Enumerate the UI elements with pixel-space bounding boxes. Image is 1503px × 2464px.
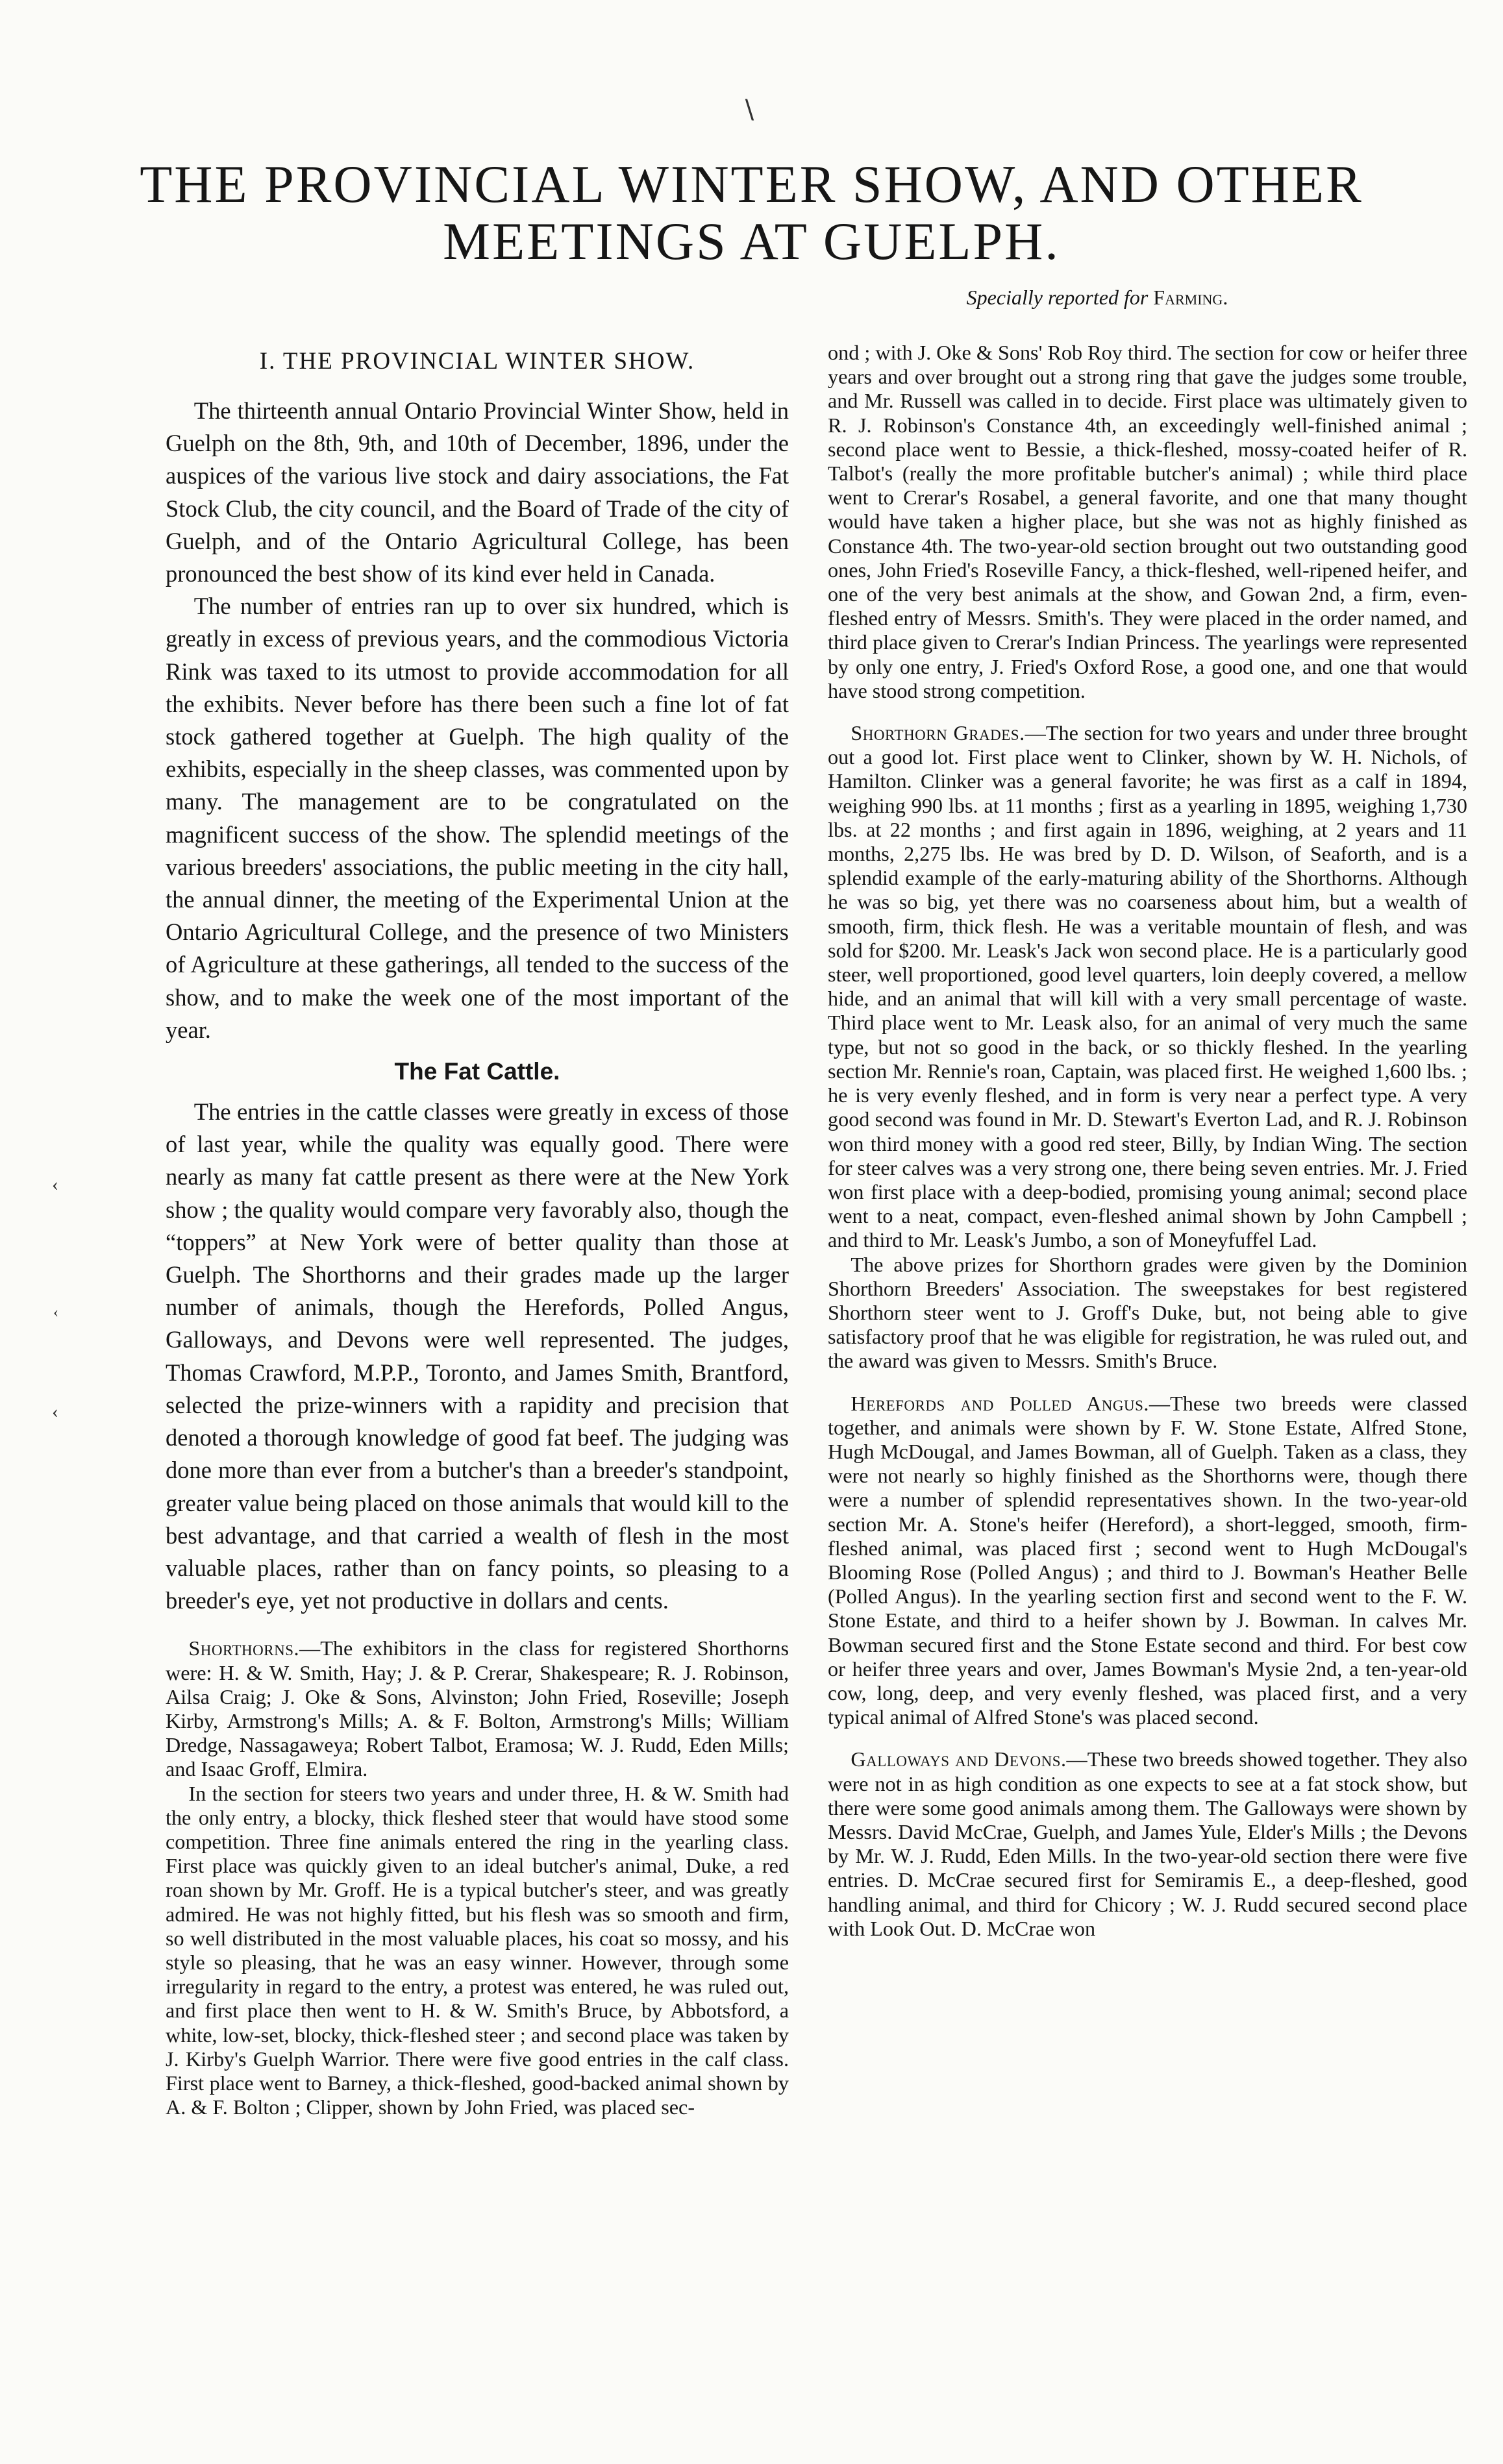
intro-text — [166, 395, 789, 1046]
paragraph: The thirteenth annual Ontario Provincial Winter Show, held in Guelph on the 8th, 9th, and 10th of December, 1896, under the auspices of the various live stock and dairy associations, the Fat Stock Club, the city council, and the Board of Trade of the city of Guelph, and of the Ontario Agricultural College, has been pronounced the best show of its kind ever held in Canada. — [166, 397, 789, 587]
margin-mark-3: ‹ — [52, 1401, 58, 1422]
fat-cattle-heading: The Fat Cattle. — [394, 1058, 560, 1085]
shorthorns-text — [166, 1636, 789, 2119]
margin-mark-1: ‹ — [52, 1174, 58, 1195]
title-line-2: MEETINGS AT GUELPH. — [443, 212, 1060, 271]
paragraph — [828, 1747, 1467, 1941]
paragraph: The entries in the cattle classes were greatly in excess of those of last year, while the quality was equally good. There were nearly as many fat cattle present as there were at the New York show ; the quality would compare very favorably also, though the “toppers” at New York were of better quality than those at Guelph. The Shorthorns and their grades made up the larger number of animals, though the Herefords, Polled Angus, Galloways, and Devons were well represented. The judges, Thomas Crawford, M.P.P., Toronto, and James Smith, Brantford, selected the prize-winners with a rapidity and precision that denoted a thorough knowledge of good fat beef. The judging was done more than ever from a butcher's than a breeder's standpoint, greater value being placed on those animals that would kill to the best advantage, and that carried a wealth of flesh in the most valuable places, rather than on fancy points, so pleasing to a breeder's eye, yet not productive in dollars and cents. — [166, 1098, 789, 1614]
right-column — [828, 341, 1467, 2424]
page-title — [65, 156, 1438, 270]
paragraph-body: —The section for two years and under three brought out a good lot. First place went to Clinker, shown by W. H. Nichols, of Hamilton. Clinker was a general favorite; he was first as a calf in 1894, weighing 990 lbs. at 11 months ; first as a yearling in 1895, weighing 1,730 lbs. at 22 months ; and first again in 1896, weighing, at 2 years and 11 months, 2,275 lbs. He was bred by D. D. Wilson, of Seaforth, and is a splendid example of the early-maturing ability of the Shorthorns. Although he was so big, yet there was no coarseness about him, but a wealth of smooth, firm, thick flesh. He was a veritable mountain of flesh, and was sold for $200. Mr. Leask's Jack won second place. He is a particularly good steer, well proportioned, good level quarters, loin deeply covered, a mellow hide, and an animal that will kill with a very small percentage of waste. Third place went to Mr. Leask also, for an animal of very much the same type, but not so good in the back, or so thickly fleshed. In the yearling section Mr. Rennie's roan, Captain, was placed first. He weighed 1,600 lbs. ; he is very evenly fleshed, and in form is very near a perfect type. A very good second was found in Mr. D. Stewart's Everton Lad, and R. J. Robinson won third money with a good red steer, Billy, by Indian Wing. The section for steer calves was a very strong one, there being seven entries. Mr. J. Fried won first place with a deep-bodied, promising young animal; second place went to a neat, compact, even-fleshed animal shown by John Campbell ; and third to Mr. Leask's Jumbo, a son of Moneyfuffel Lad. — [828, 721, 1467, 1252]
paragraph: ond ; with J. Oke & Sons' Rob Roy third. The section for cow or heifer three years and over brought out a strong ring that gave the judges some trouble, and Mr. Russell was called in to decide. First place was ultimately given to R. J. Robinson's Constance 4th, an exceedingly well-finished animal ; second place went to Bessie, a thick-fleshed, mossy-coated heifer of R. Talbot's (really the more profitable butcher's animal) ; while third place went to Crerar's Rosabel, a general favorite, and one that many thought would have taken a higher place, but she was not as highly finished as Constance 4th. The two-year-old section brought out two outstanding good ones, John Fried's Roseville Fancy, a thick-fleshed, well-ripened heifer, and one of the very best animals at the show, and Gowan 2nd, a firm, even-fleshed entry of Messrs. Smith's. They were placed in the order named, and third place given to Crerar's Indian Princess. The yearlings were represented by only one entry, J. Fried's Oxford Rose, a good one, and one that would have stood strong competition. — [828, 341, 1467, 702]
run-in-heading-herefords: Herefords and Polled Angus. — [851, 1391, 1149, 1415]
section-heading: I. THE PROVINCIAL WINTER SHOW. — [259, 348, 695, 375]
byline-italic: Specially reported for — [966, 286, 1149, 309]
paragraph: In the section for steers two years and under three, H. & W. Smith had the only entry, a blocky, thick fleshed steer that would have stood some competition. Three fine animals entered the ring in the yearling class. First place was quickly given to an ideal butcher's animal, Duke, a red roan shown by Mr. Groff. He is a typical butcher's steer, and was greatly admired. He was not highly fitted, but his flesh was so smooth and firm, so well distributed in the most valuable places, his coat so mossy, and his style so pleasing, that he was an easy winner. However, through some irregularity in regard to the entry, a protest was entered, he was ruled out, and first place then went to H. & W. Smith's Bruce, by Abbotsford, a white, low-set, blocky, thick-fleshed steer ; and second place was taken by J. Kirby's Guelph Warrior. There were five good entries in the calf class. First place went to Barney, a thick-fleshed, good-backed animal shown by A. & F. Bolton ; Clipper, shown by John Fried, was placed sec- — [166, 1781, 789, 2119]
run-in-heading-shorthorns: Shorthorns. — [188, 1636, 300, 1660]
run-in-heading-galloways: Galloways and Devons. — [851, 1747, 1067, 1771]
byline-publication: Farming. — [1153, 286, 1228, 309]
paragraph-body: —These two breeds showed together. They also were not in as high condition as one expects to see at a fat stock show, but there were some good animals among them. The Galloways were shown by Messrs. David McCrae, Guelph, and James Yule, Elder's Mills ; the Devons by Mr. W. J. Rudd, Eden Mills. In the two-year-old section there were five entries. D. McCrae secured first for Semiramis E., a deep-fleshed, good handling animal, and third for Chicory ; W. J. Rudd secured second place with Look Out. D. McCrae won — [828, 1747, 1467, 1940]
margin-mark-2: ‹ — [53, 1304, 58, 1321]
title-line-1: THE PROVINCIAL WINTER SHOW, AND OTHER — [140, 154, 1363, 214]
paragraph: The number of entries ran up to over six hundred, which is greatly in excess of previous years, and the commodious Victoria Rink was taxed to its utmost to provide accommodation for all the exhibits. Never before has there been such a fine lot of fat stock gathered together at Guelph. The high quality of the exhibits, especially in the sheep classes, was commented upon by many. The management are to be congratulated on the magnificent success of the show. The splendid meetings of the various breeders' associations, the public meeting in the city hall, the annual dinner, the meeting of the Experimental Union at the Ontario Agricultural College, and the presence of two Ministers of Agriculture at these gatherings, all tended to the success of the show, and to make the week one of the most important of the year. — [166, 593, 789, 1043]
printer-mark-top: ∖ — [740, 95, 757, 125]
paragraph: The above prizes for Shorthorn grades were given by the Dominion Shorthorn Breeders' Association. The sweepstakes for best registered Shorthorn steer went to J. Groff's Duke, but, not being able to give satisfactory proof that he was eligible for registration, he was ruled out, and the award was given to Messrs. Smith's Bruce. — [828, 1252, 1467, 1373]
paragraph — [828, 1392, 1467, 1730]
run-in-heading-shorthorn-grades: Shorthorn Grades. — [851, 721, 1025, 745]
paragraph-body: —These two breeds were classed together, and animals were shown by F. W. Stone Estate, Alfred Stone, Hugh McDougal, and James Bowman, all of Guelph. Taken as a class, they were not nearly so highly finished as the Shorthorns were, though there were a number of splendid representatives shown. In the two-year-old section Mr. A. Stone's heifer (Hereford), a short-legged, smooth, firm-fleshed animal, was placed first ; second went to Hugh McDougal's Blooming Rose (Polled Angus) ; and third to J. Bowman's Heather Belle (Polled Angus). In the yearling section first and second went to the F. W. Stone Estate, and third to a heifer shown by J. Bowman. In calves Mr. Bowman secured first and the Stone Estate second and third. For best cow or heifer three years and over, James Bowman's Mysie 2nd, a ten-year-old cow, long, deep, and very evenly fleshed, was placed first, and a very typical animal of Alfred Stone's was placed second. — [828, 1391, 1467, 1729]
byline — [753, 286, 1441, 310]
paragraph-body: —The exhibitors in the class for registered Shorthorns were: H. & W. Smith, Hay; J. & P. Crerar, Shakespeare; R. J. Robinson, Ailsa Craig; J. Oke & Sons, Alvinston; John Fried, Roseville; Joseph Kirby, Armstrong's Mills; A. & F. Bolton, Armstrong's Mills; William Dredge, Nassagaweya; Robert Talbot, Eramosa; W. J. Rudd, Eden Mills; and Isaac Groff, Elmira. — [166, 1636, 789, 1781]
paragraph — [166, 1636, 789, 1781]
fat-cattle-text — [166, 1096, 789, 1617]
right-column-text — [828, 341, 1467, 1941]
left-column — [166, 341, 789, 2424]
paragraph — [828, 721, 1467, 1252]
